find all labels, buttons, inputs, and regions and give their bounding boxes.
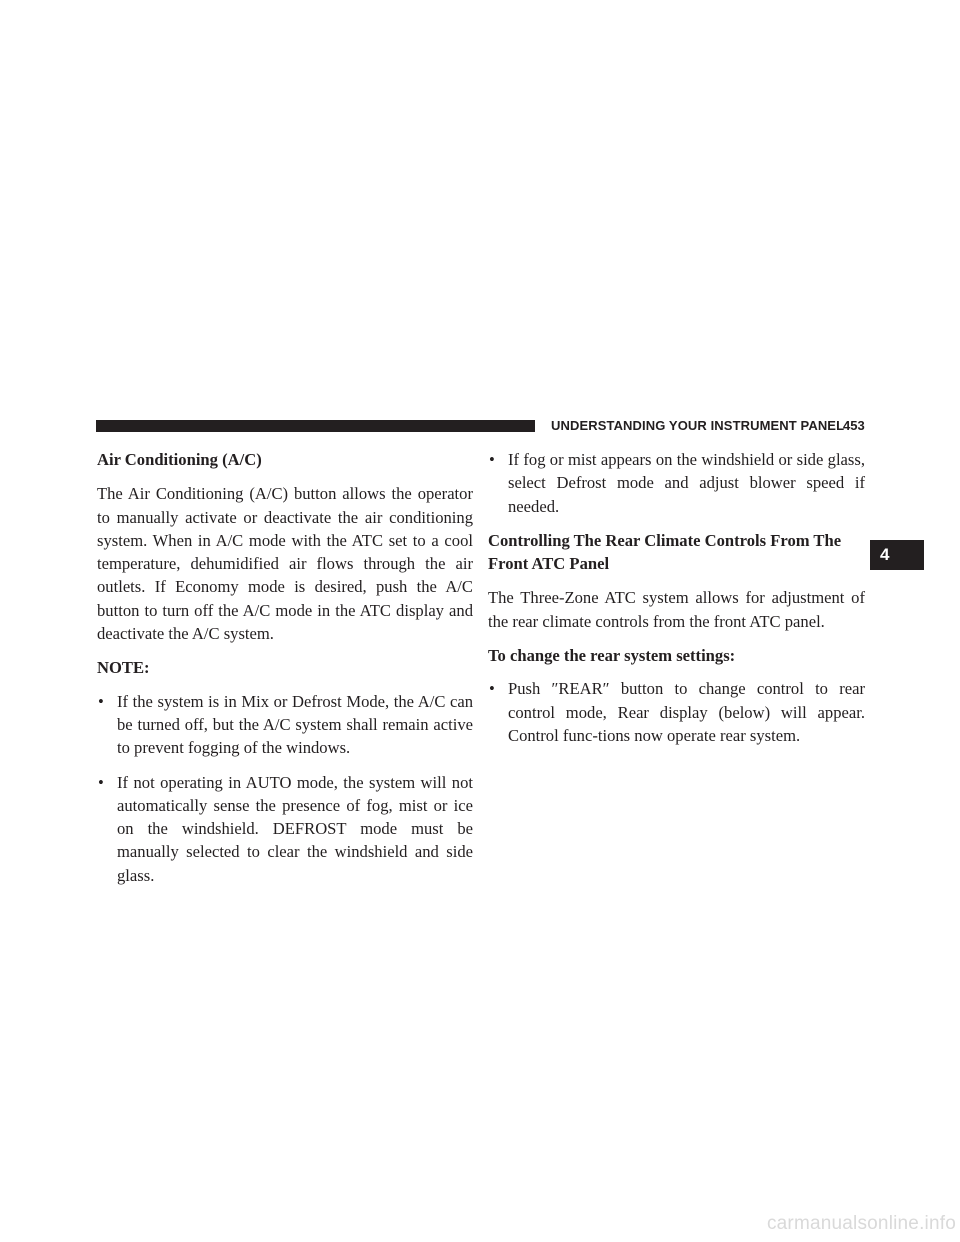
bullet-glyph: • bbox=[489, 450, 495, 469]
running-header-title: UNDERSTANDING YOUR INSTRUMENT PANEL bbox=[551, 418, 845, 433]
note-bullet-list bbox=[97, 690, 473, 887]
chapter-tab: 4 bbox=[870, 540, 924, 570]
section-heading-rear-climate bbox=[488, 529, 865, 576]
section-heading-air-conditioning: Air Conditioning (A/C) bbox=[97, 450, 262, 469]
note-label: NOTE: bbox=[97, 658, 150, 678]
header-rule bbox=[96, 420, 535, 432]
right-column bbox=[488, 448, 865, 758]
heading-line-1: Controlling The Rear Climate Controls From The bbox=[488, 530, 842, 550]
list-item bbox=[97, 690, 473, 760]
bullet-glyph: • bbox=[98, 772, 104, 792]
left-column bbox=[97, 448, 473, 898]
list-item-text: Push ″REAR″ button to change control to rear control mode, Rear display (below) will appear. Control func-tions now operate rear system. bbox=[508, 679, 865, 745]
continued-bullet-list bbox=[488, 448, 865, 518]
list-item bbox=[97, 771, 473, 887]
bullet-glyph: • bbox=[98, 691, 104, 711]
list-item-text: If not operating in AUTO mode, the system will not automatically sense the presence of fog, mist or ice on the windshield. DEFROST mode must be manually selected to clear the windshield and side glass. bbox=[117, 772, 473, 885]
body-paragraph: The Three-Zone ATC system allows for adjustment of the rear climate controls from the front ATC panel. bbox=[488, 588, 865, 631]
list-item bbox=[488, 448, 865, 518]
list-item bbox=[488, 677, 865, 747]
bullet-glyph: • bbox=[489, 679, 495, 699]
list-item-text: If fog or mist appears on the windshield or side glass, select Defrost mode and adjust blower speed if needed. bbox=[508, 450, 865, 516]
list-item-text: If the system is in Mix or Defrost Mode, the A/C can be turned off, but the A/C system shall remain active to prevent fogging of the windows. bbox=[117, 691, 473, 758]
subheading: To change the rear system settings: bbox=[488, 646, 736, 666]
procedure-bullet-list bbox=[488, 677, 865, 747]
watermark: carmanualsonline.info bbox=[766, 1213, 956, 1234]
page-number: 453 bbox=[843, 418, 865, 433]
body-paragraph: The Air Conditioning (A/C) button allows the operator to manually activate or deactivate the air conditioning system. When in A/C mode with the ATC set to a cool temperature, dehumidified air flows through the air outlets. If Economy mode is desired, push the A/C button to turn off the A/C mode in the ATC display and deactivate the A/C system. bbox=[97, 484, 473, 644]
heading-line-2: Front ATC Panel bbox=[488, 554, 610, 574]
